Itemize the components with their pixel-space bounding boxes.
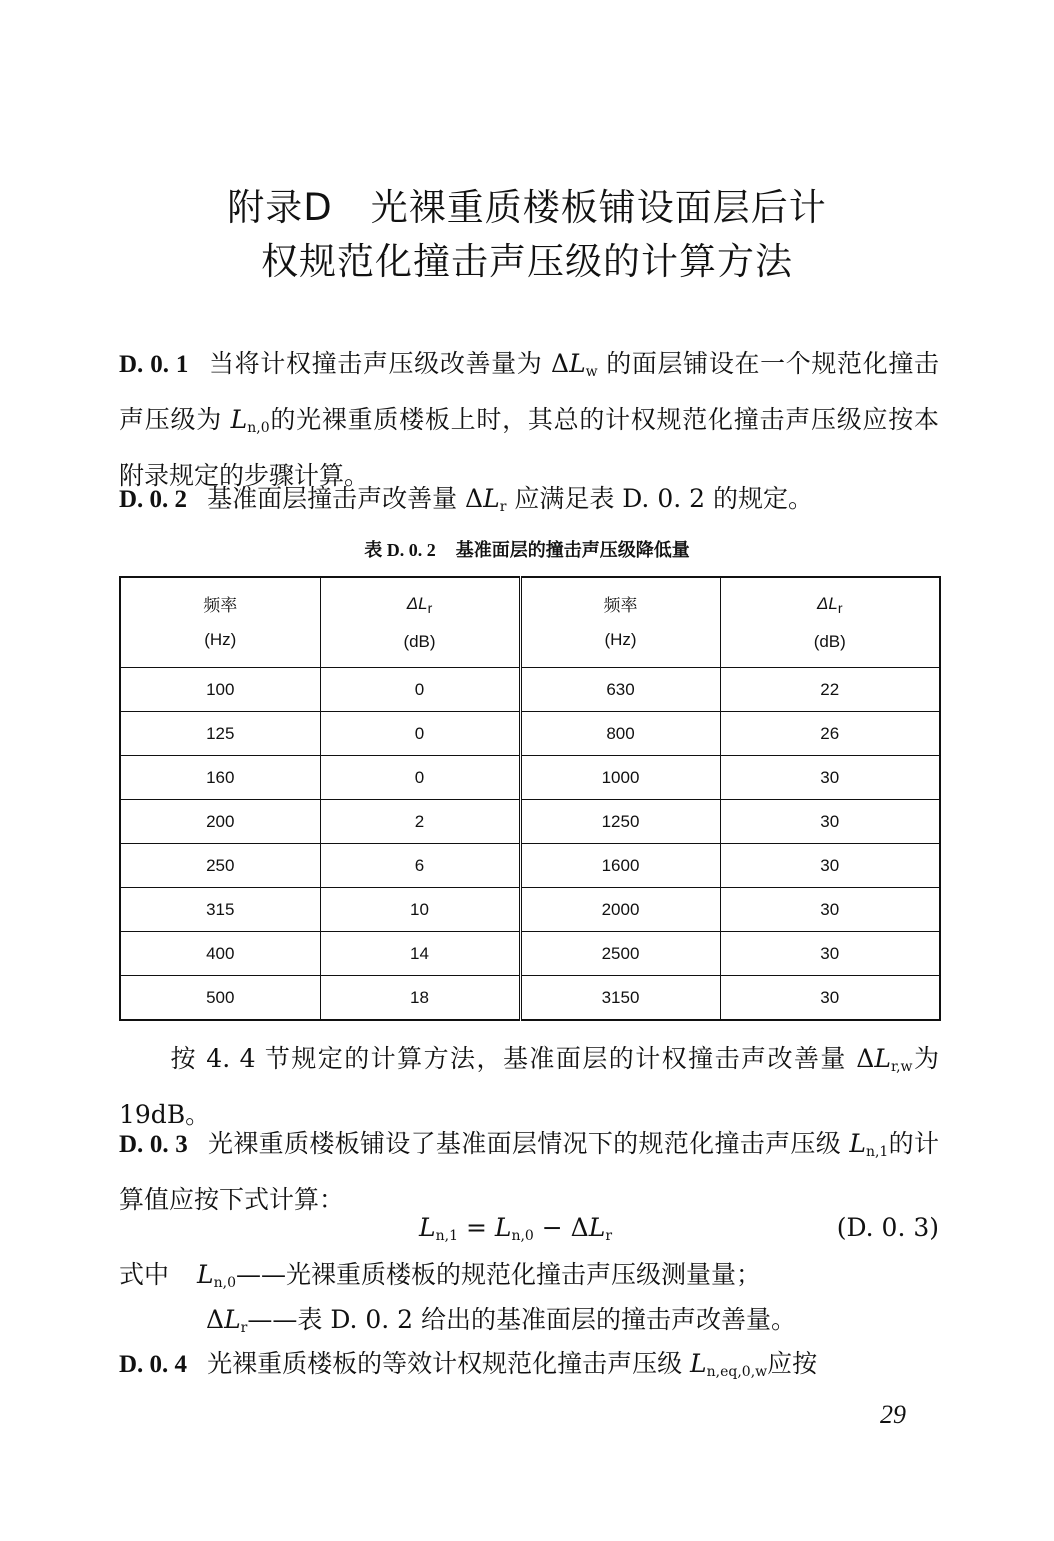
- symbol-L: L: [849, 1129, 866, 1158]
- table-row: [120, 800, 940, 844]
- table-caption-number: 表 D. 0. 2: [364, 540, 436, 560]
- cell-frequency: 2000: [520, 888, 720, 932]
- where-line-1: 式中 $L_{n,0}——$光裸重质楼板的规范化撞击声压级测量量；: [119, 1260, 762, 1291]
- table-row: [120, 888, 940, 932]
- cell-delta-l: 0: [320, 756, 520, 800]
- clause-text: 的计算值应按下式计算：: [119, 1129, 939, 1214]
- cell-frequency: 500: [120, 976, 320, 1021]
- cell-delta-l: 22: [720, 668, 940, 712]
- cell-delta-l: 30: [720, 756, 940, 800]
- cell-delta-l: 10: [320, 888, 520, 932]
- cell-delta-l: 6: [320, 844, 520, 888]
- formula-expression: $L_{n,1} = L_{n,0} - \Delta L_r$: [419, 1213, 613, 1244]
- table-caption-text: 基准面层的撞击声压级降低量: [455, 540, 690, 561]
- cell-frequency: 200: [120, 800, 320, 844]
- table-row: [120, 932, 940, 976]
- table-row: [120, 844, 940, 888]
- clause-label: D. 0. 2: [119, 486, 188, 513]
- appendix-title-line-2: 权规范化撞击声压级的计算方法: [261, 240, 793, 283]
- clause-text: 当将计权撞击声压级改善量为 Δ: [208, 349, 570, 378]
- header-delta-l: $\Delta L_r$ (dB): [720, 577, 940, 668]
- symbol-subscript: r,w: [890, 1059, 913, 1075]
- clause-text: 光裸重质楼板铺设了基准面层情况下的规范化撞击声压级: [207, 1129, 850, 1158]
- attenuation-table: [119, 576, 941, 1021]
- clause-label: D. 0. 3: [119, 1131, 188, 1158]
- clause-text: 光裸重质楼板的等效计权规范化撞击声压级: [207, 1349, 691, 1378]
- table-header-row: [120, 577, 940, 668]
- formula-number: (D. 0. 3): [836, 1213, 939, 1242]
- cell-delta-l: 0: [320, 712, 520, 756]
- page-number: 29: [880, 1400, 906, 1429]
- clause-text: 基准面层撞击声改善量 Δ: [207, 484, 484, 513]
- cell-delta-l: 18: [320, 976, 520, 1021]
- symbol-subscript: w: [585, 364, 598, 380]
- symbol-subscript: r: [499, 499, 507, 515]
- cell-frequency: 800: [520, 712, 720, 756]
- cell-delta-l: 30: [720, 844, 940, 888]
- header-frequency: 频率 (Hz): [120, 577, 320, 668]
- note-text: 为 19dB。: [119, 1044, 939, 1129]
- note-text: 按 4. 4 节规定的计算方法，基准面层的计权撞击声改善量 Δ: [169, 1044, 875, 1073]
- cell-frequency: 400: [120, 932, 320, 976]
- table-row: [120, 712, 940, 756]
- table-row: [120, 756, 940, 800]
- symbol-L: L: [690, 1349, 707, 1378]
- header-frequency: 频率 (Hz): [520, 577, 720, 668]
- clause-text: 应按: [767, 1349, 818, 1378]
- cell-frequency: 3150: [520, 976, 720, 1021]
- cell-frequency: 1000: [520, 756, 720, 800]
- header-delta-l: $\Delta L_r$ (dB): [320, 577, 520, 668]
- where-definition: ——光裸重质楼板的规范化撞击声压级测量量；: [236, 1260, 762, 1289]
- cell-frequency: 125: [120, 712, 320, 756]
- cell-frequency: 315: [120, 888, 320, 932]
- where-definition: ——表 D. 0. 2 给出的基准面层的撞击声改善量。: [247, 1305, 797, 1334]
- clause-label: D. 0. 1: [119, 351, 189, 378]
- appendix-title-line-1: 附录D 光裸重质楼板铺设面层后计: [227, 186, 827, 229]
- clause-d-0-4: [119, 1340, 939, 1396]
- where-prefix: 式中: [119, 1260, 170, 1289]
- cell-delta-l: 30: [720, 976, 940, 1021]
- clause-text: 应满足表 D. 0. 2 的规定。: [506, 484, 813, 513]
- cell-delta-l: 26: [720, 712, 940, 756]
- cell-frequency: 160: [120, 756, 320, 800]
- symbol-subscript: n,1: [865, 1144, 889, 1160]
- cell-delta-l: 30: [720, 932, 940, 976]
- table-row: [120, 668, 940, 712]
- symbol-subscript: n,eq,0,w: [706, 1364, 768, 1380]
- symbol-L: L: [569, 349, 586, 378]
- cell-frequency: 1600: [520, 844, 720, 888]
- symbol-L: L: [230, 405, 248, 434]
- cell-delta-l: 30: [720, 888, 940, 932]
- cell-frequency: 100: [120, 668, 320, 712]
- clause-d-0-2: [119, 475, 939, 531]
- formula-d-0-3: [119, 1208, 939, 1248]
- cell-delta-l: 30: [720, 800, 940, 844]
- symbol-L: L: [874, 1044, 891, 1073]
- cell-frequency: 630: [520, 668, 720, 712]
- clause-text: 的光裸重质楼板上时，其总的计权规范化撞击声压级应按本附录规定的步骤计算。: [119, 405, 939, 490]
- cell-delta-l: 0: [320, 668, 520, 712]
- table-caption: [0, 536, 1054, 562]
- symbol-L: L: [483, 484, 500, 513]
- table-row: [120, 976, 940, 1021]
- clause-label: D. 0. 4: [119, 1351, 188, 1378]
- symbol-subscript: n,0: [247, 420, 270, 436]
- cell-delta-l: 14: [320, 932, 520, 976]
- clause-text: 的面层铺设在一个规范化撞击声压级为: [119, 349, 940, 434]
- cell-delta-l: 2: [320, 800, 520, 844]
- where-line-2: $\Delta L_r——$表 D. 0. 2 给出的基准面层的撞击声改善量。: [206, 1305, 797, 1336]
- cell-frequency: 2500: [520, 932, 720, 976]
- cell-frequency: 250: [120, 844, 320, 888]
- cell-frequency: 1250: [520, 800, 720, 844]
